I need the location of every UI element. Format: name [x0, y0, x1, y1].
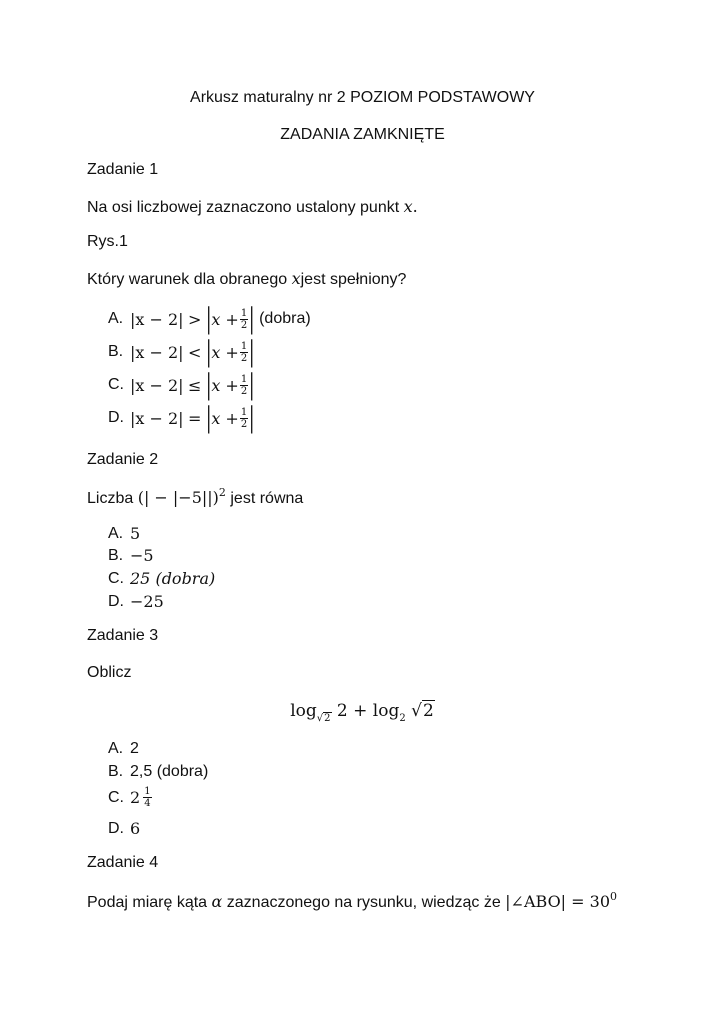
task1-statement: Na osi liczbowej zaznaczono ustalony punkt x.	[87, 197, 418, 216]
task3-option-c: C. 2 $\frac{1}{4}$	[108, 786, 151, 809]
task1-question: Który warunek dla obranego xjest spełniony?	[87, 269, 407, 288]
section-title: ZADANIA ZAMKNIĘTE	[280, 126, 445, 143]
task3-option-a: A. 2	[108, 740, 139, 757]
task4-statement: Podaj miarę kąta α zaznaczonego na rysunku, wiedząc że |∠ABO| = $30^0$	[87, 890, 618, 911]
task3-formula: $\log_{√2} 2 + \log_2 √2$	[290, 701, 434, 724]
task1-option-d: D. |x − 2| = | x + $\frac{1}{2}$ |	[108, 401, 255, 434]
document-title: Arkusz maturalny nr 2 POZIOM PODSTAWOWY	[190, 89, 535, 106]
task1-option-b: B. |x − 2| < | x + $\frac{1}{2}$ |	[108, 335, 255, 368]
task2-option-a: A. 5	[108, 524, 141, 543]
task1-heading: Zadanie 1	[87, 161, 159, 178]
task2-heading: Zadanie 2	[87, 451, 159, 468]
task1-option-a: A. |x − 2| > | x + $\frac{1}{2}$ | (dobra)	[108, 302, 311, 335]
task2-option-b: B. −5	[108, 546, 154, 565]
task3-option-d: D. 6	[108, 819, 141, 838]
task3-option-b: B. 2,5 (dobra)	[108, 763, 209, 780]
task2-statement: Liczba (| − |−5||)$^2$ jest równa	[87, 486, 304, 507]
task3-heading: Zadanie 3	[87, 627, 159, 644]
task3-instruction: Oblicz	[87, 664, 132, 681]
figure-label: Rys.1	[87, 233, 128, 250]
task4-heading: Zadanie 4	[87, 854, 159, 871]
task1-option-c: C. |x − 2| ≤ | x + $\frac{1}{2}$ |	[108, 368, 255, 401]
task2-option-d: D. −25	[108, 592, 164, 611]
task2-option-c: C. 25 (dobra)	[108, 569, 216, 588]
